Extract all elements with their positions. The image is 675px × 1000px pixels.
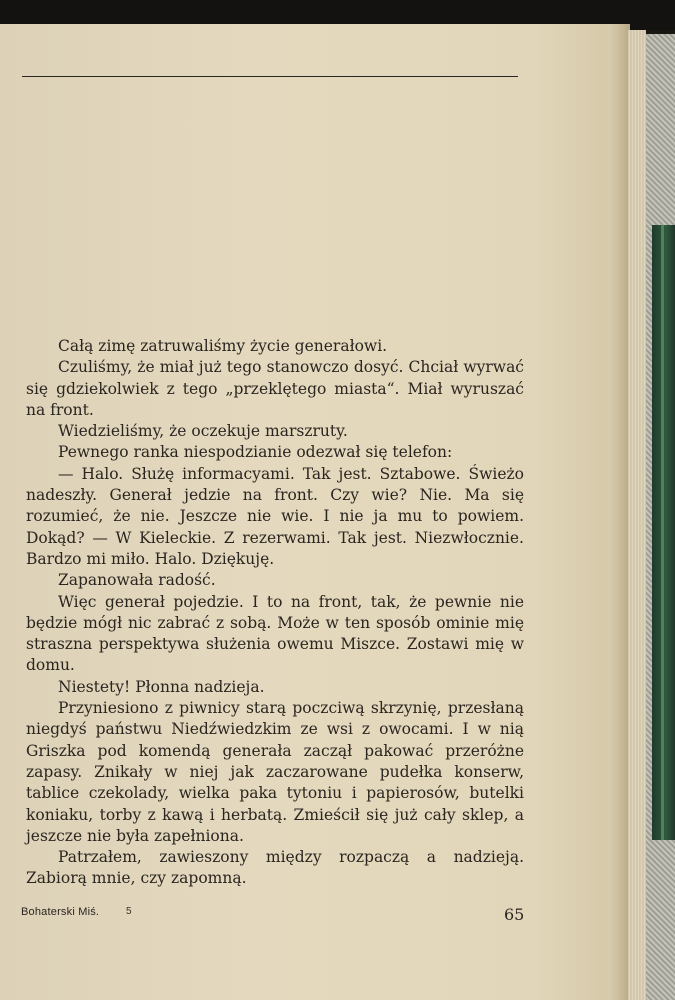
paragraph: Całą zimę zatruwaliśmy życie generałowi. bbox=[58, 337, 388, 355]
signature-number: 5 bbox=[126, 906, 132, 917]
header-rule bbox=[22, 76, 518, 77]
paragraph: Pewnego ranka niespodzianie odezwał się telefon: bbox=[58, 443, 453, 462]
paragraph: Zapanowała radość. bbox=[58, 571, 216, 590]
paragraph: Patrzałem, zawieszony między rozpaczą a nadzieją. Zabiorą mnie, czy zapomną. bbox=[26, 848, 524, 888]
page-number: 65 bbox=[504, 905, 525, 924]
page-gutter bbox=[608, 24, 630, 1000]
printer-signature: Bohaterski Miś. bbox=[21, 906, 100, 918]
paragraph: Więc generał pojedzie. I to na front, tak, że pewnie nie będzie mógł nic zabrać z sobą. Może w ten sposób ominie mię straszna perspektywa służenia owemu Miszce. Zostawi mię w domu. bbox=[26, 592, 524, 675]
paragraph: Wiedzieliśmy, że oczekuje marszruty. bbox=[58, 422, 348, 441]
paragraph: Niestety! Płonna nadzieja. bbox=[58, 677, 265, 696]
spine-highlight bbox=[661, 225, 664, 840]
page-edges bbox=[628, 30, 646, 1000]
chapter-text bbox=[26, 336, 524, 890]
paragraph: Czuliśmy, że miał już tego stanowczo dosyć. Chciał wyrwać się gdziekolwiek z tego „przeklętego miasta“. Miał wyruszać na front. bbox=[26, 358, 524, 419]
paragraph: Przyniesiono z piwnicy starą poczciwą skrzynię, przesłaną niegdyś państwu Niedźwiedzkim ze wsi z owocami. I w nią Griszka pod komendą generała zaczął pakować przeróżne zapasy. Znikały w niej jak zaczarowane pudełka konserw, tablice czekolady, wielka paka tytoniu i papierosów, butelki koniaku, torby z kawą i herbatą. Zmieścił się już cały sklep, a jeszcze nie była zapełniona. bbox=[26, 699, 524, 845]
paragraph: — Halo. Służę informacyami. Tak jest. Sztabowe. Świeżo nadeszły. Generał jedzie na front. Czy wie? Nie. Ma się rozumieć, że nie. Jeszcze nie wie. I nie ja mu to powiem. Dokąd? — W Kieleckie. Z rezerwami. Tak jest. Niezwłocznie. Bardzo mi miło. Halo. Dziękuję. bbox=[26, 464, 524, 568]
